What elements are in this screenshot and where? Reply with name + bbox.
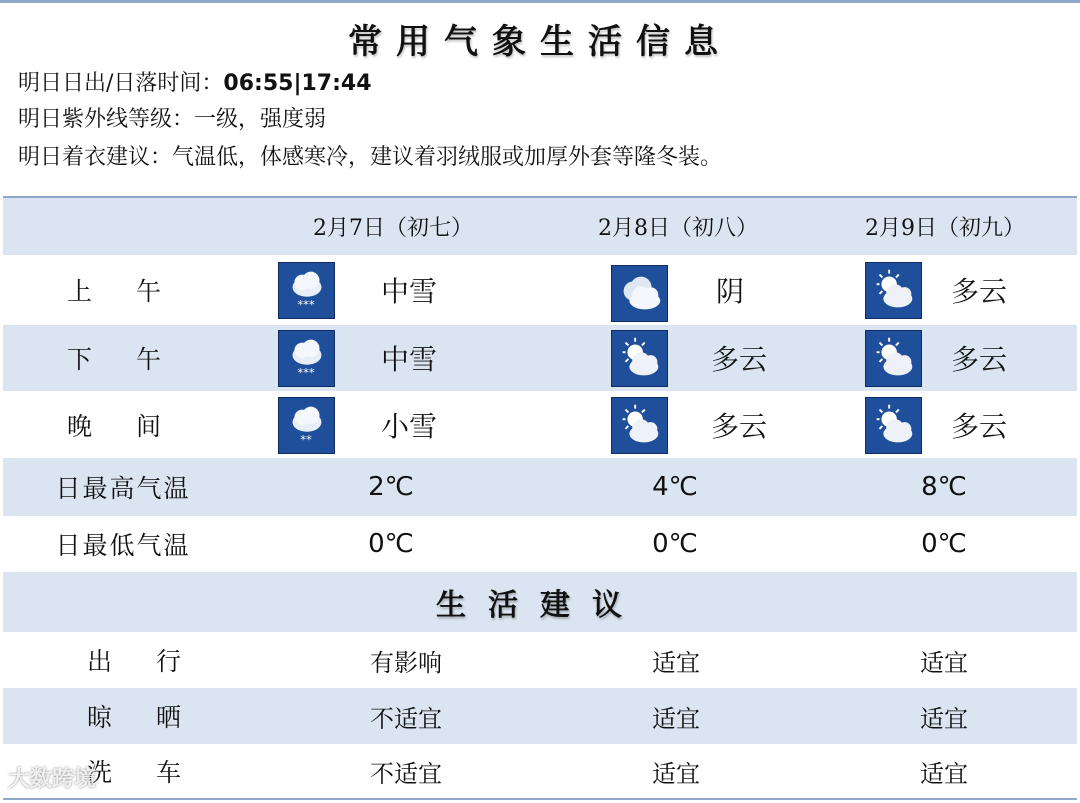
advice-label: 洗 车 <box>87 758 199 787</box>
high-temp-label: 日最高气温 <box>55 474 191 503</box>
date-day1: 2月7日（初七） <box>313 216 473 241</box>
weather-text: 中雪 <box>381 343 438 376</box>
advice-label: 晾 晒 <box>87 703 199 732</box>
heavy-snow-icon <box>278 330 335 387</box>
advice-value: 适宜 <box>652 648 700 677</box>
svg-text:**: ** <box>300 432 312 447</box>
partly-cloudy-icon <box>865 397 922 454</box>
date-header-row <box>3 198 1077 255</box>
advice-value: 适宜 <box>920 704 968 733</box>
light-snow-icon <box>278 397 335 454</box>
advice-value: 不适宜 <box>370 704 442 733</box>
watermark-text: 大数跨境 <box>8 767 97 792</box>
period-row-evening <box>3 391 1077 458</box>
overcast-icon <box>611 265 668 322</box>
low-temp-value: 0℃ <box>921 529 967 559</box>
advice-row-travel <box>3 632 1077 688</box>
advice-row-drying <box>3 688 1077 744</box>
high-temp-value: 8℃ <box>921 472 967 502</box>
sunrise-sunset-info: 明日日出/日落时间：06:55|17:44 <box>18 71 372 96</box>
partly-cloudy-icon <box>611 330 668 387</box>
partly-cloudy-icon <box>611 397 668 454</box>
weather-text: 多云 <box>951 343 1008 376</box>
low-temp-row <box>3 516 1077 572</box>
advice-value: 有影响 <box>370 648 442 677</box>
weather-text: 阴 <box>716 275 745 308</box>
table-bottom-rule <box>3 798 1077 800</box>
top-rule <box>0 0 1080 3</box>
weather-text: 多云 <box>711 343 768 376</box>
advice-value: 适宜 <box>920 648 968 677</box>
weather-text: 多云 <box>711 409 768 443</box>
advice-row-carwash <box>3 744 1077 798</box>
partly-cloudy-icon <box>865 330 922 387</box>
svg-text:***: *** <box>297 297 315 312</box>
weather-text: 小雪 <box>381 409 438 443</box>
period-label: 下 午 <box>67 345 179 374</box>
heavy-snow-icon <box>278 262 335 319</box>
life-advice-title: 生活建议 <box>436 588 644 623</box>
high-temp-row <box>3 458 1077 516</box>
weather-text: 中雪 <box>381 275 438 308</box>
advice-value: 不适宜 <box>370 759 442 788</box>
advice-label: 出 行 <box>87 647 199 676</box>
page-title: 常用气象生活信息 <box>348 22 732 62</box>
advice-value: 适宜 <box>652 704 700 733</box>
date-day2: 2月8日（初八） <box>598 216 758 241</box>
life-advice-header-row <box>3 572 1077 632</box>
high-temp-value: 4℃ <box>652 472 698 502</box>
period-label: 晚 间 <box>67 411 179 441</box>
advice-value: 适宜 <box>652 759 700 788</box>
weather-text: 多云 <box>951 275 1008 308</box>
low-temp-label: 日最低气温 <box>55 531 191 560</box>
clothing-advice-info: 明日着衣建议：气温低，体感寒冷，建议着羽绒服或加厚外套等隆冬装。 <box>18 145 723 170</box>
svg-text:***: *** <box>297 365 315 380</box>
low-temp-value: 0℃ <box>368 529 414 559</box>
date-day3: 2月9日（初九） <box>865 216 1025 241</box>
high-temp-value: 2℃ <box>368 472 414 502</box>
period-row-morning <box>3 255 1077 325</box>
period-row-afternoon <box>3 325 1077 391</box>
advice-value: 适宜 <box>920 759 968 788</box>
partly-cloudy-icon <box>865 262 922 319</box>
uv-level-info: 明日紫外线等级：一级，强度弱 <box>18 107 327 132</box>
period-label: 上 午 <box>67 277 179 306</box>
low-temp-value: 0℃ <box>652 529 698 559</box>
weather-text: 多云 <box>951 409 1008 443</box>
